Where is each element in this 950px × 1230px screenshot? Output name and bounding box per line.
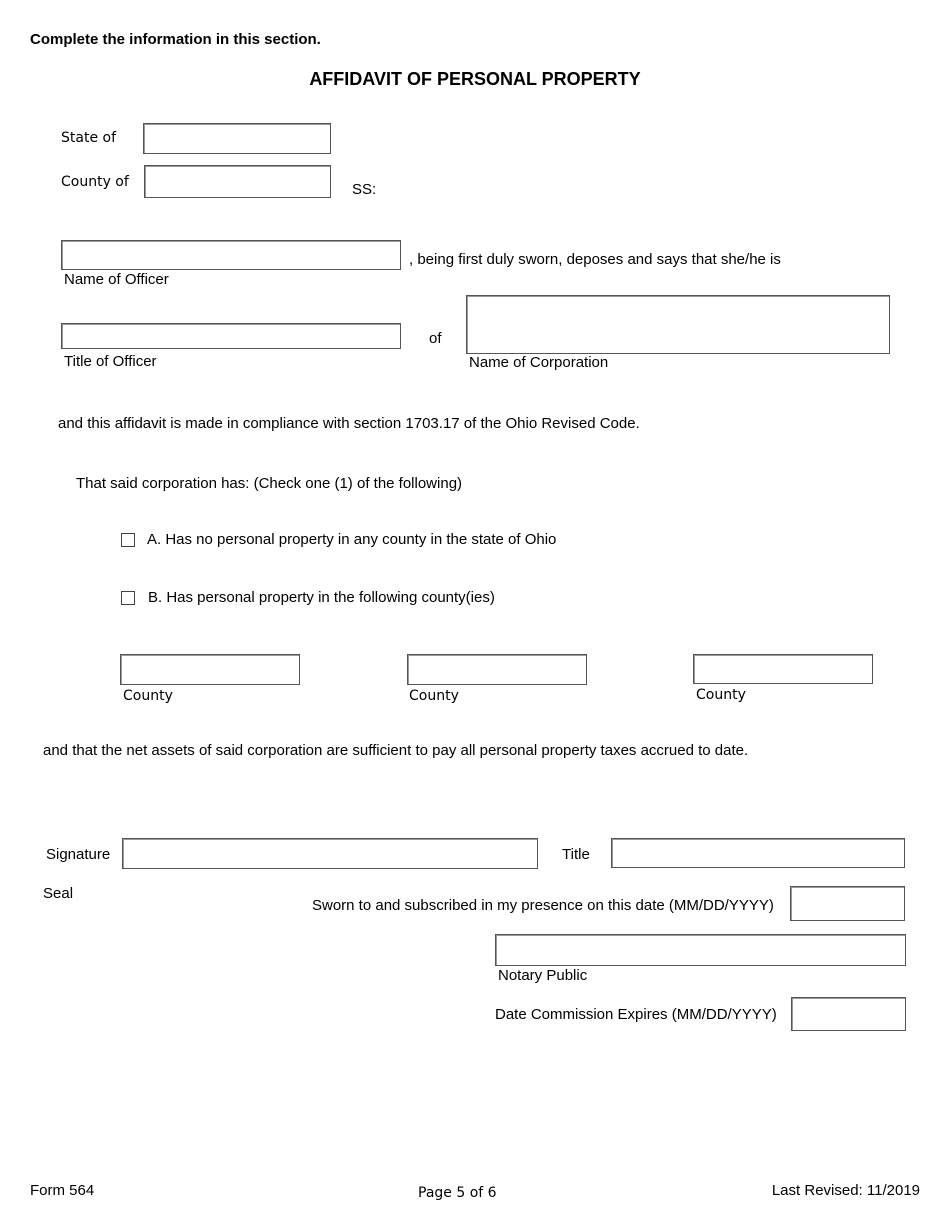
sworn-date-input[interactable] [791, 887, 904, 920]
corporation-name-input[interactable] [467, 296, 889, 353]
sworn-statement: , being first duly sworn, deposes and says that she/he is [409, 251, 781, 268]
officer-name-input[interactable] [62, 241, 400, 269]
officer-title-input[interactable] [62, 324, 400, 348]
form-title: AFFIDAVIT OF PERSONAL PROPERTY [309, 69, 641, 89]
title-input[interactable] [612, 839, 904, 867]
sworn-date-field[interactable] [790, 886, 905, 921]
option-b-checkbox[interactable] [121, 591, 135, 605]
county-2-label: County [409, 688, 459, 704]
county-3-field[interactable] [693, 654, 873, 684]
signature-input[interactable] [123, 839, 537, 868]
county-1-label: County [123, 688, 173, 704]
county-2-input[interactable] [408, 655, 586, 684]
officer-name-field[interactable] [61, 240, 401, 270]
county-2-field[interactable] [407, 654, 587, 685]
notary-public-field[interactable] [495, 934, 906, 966]
page-number: Page 5 of 6 [418, 1185, 497, 1201]
officer-title-label: Title of Officer [64, 353, 157, 370]
title-field[interactable] [611, 838, 905, 868]
corporation-name-field[interactable] [466, 295, 890, 354]
county-label: County of [61, 174, 129, 190]
option-a-checkbox[interactable] [121, 533, 135, 547]
sworn-date-label: Sworn to and subscribed in my presence on this date (MM/DD/YYYY) [312, 897, 774, 914]
commission-expires-label: Date Commission Expires (MM/DD/YYYY) [495, 1006, 777, 1023]
state-field[interactable] [143, 123, 331, 154]
commission-expires-field[interactable] [791, 997, 906, 1031]
compliance-statement: and this affidavit is made in compliance with section 1703.17 of the Ohio Revised Code. [58, 415, 640, 432]
ss-label: SS: [352, 181, 377, 198]
officer-title-field[interactable] [61, 323, 401, 349]
net-assets-statement: and that the net assets of said corporation are sufficient to pay all personal property taxes accrued to date. [43, 742, 749, 759]
corporation-name-label: Name of Corporation [469, 354, 609, 371]
signature-field[interactable] [122, 838, 538, 869]
county-3-input[interactable] [694, 655, 872, 683]
of-label: of [429, 330, 442, 347]
signature-label: Signature [46, 846, 111, 863]
officer-name-label: Name of Officer [64, 271, 169, 288]
title-label: Title [562, 846, 590, 863]
county-input[interactable] [145, 166, 330, 197]
seal-label: Seal [43, 885, 74, 902]
county-3-label: County [696, 687, 746, 703]
state-input[interactable] [144, 124, 330, 153]
commission-expires-input[interactable] [792, 998, 905, 1030]
option-b-label: B. Has personal property in the following county(ies) [148, 589, 495, 606]
county-1-field[interactable] [120, 654, 300, 685]
option-a-label: A. Has no personal property in any county in the state of Ohio [147, 531, 557, 548]
state-label: State of [61, 130, 117, 146]
county-field[interactable] [144, 165, 331, 198]
county-1-input[interactable] [121, 655, 299, 684]
notary-public-input[interactable] [496, 935, 905, 965]
notary-public-label: Notary Public [498, 967, 588, 984]
section-instruction: Complete the information in this section. [30, 31, 321, 48]
last-revised: Last Revised: 11/2019 [771, 1182, 920, 1199]
form-number: Form 564 [30, 1182, 95, 1199]
check-instruction: That said corporation has: (Check one (1) of the following) [76, 475, 463, 492]
